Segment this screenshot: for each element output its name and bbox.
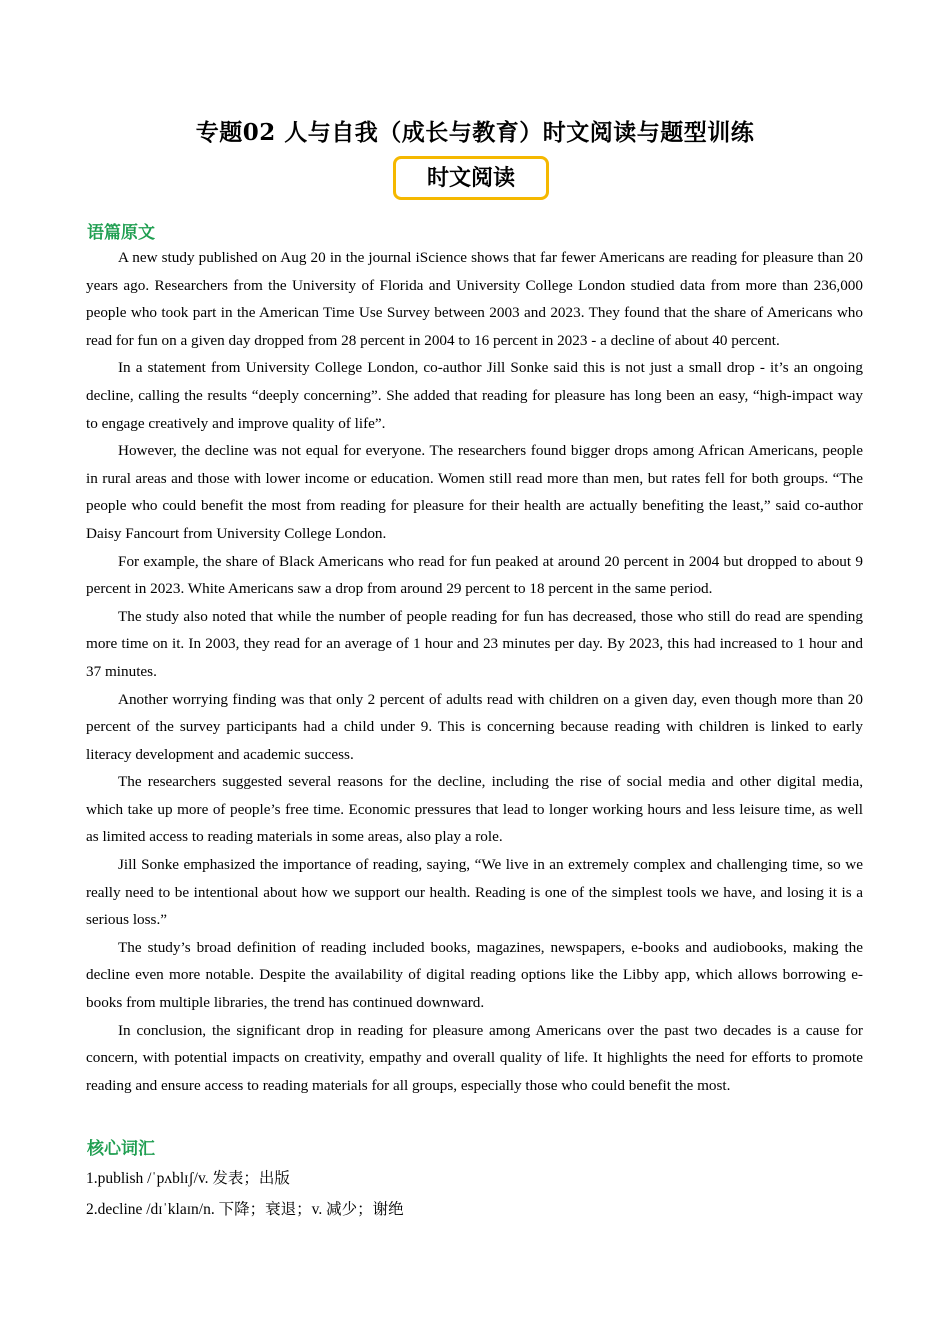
section-badge: 时文阅读: [393, 156, 549, 200]
vocab-item: 2.decline /dɪˈklaɪn/n. 下降；衰退；v. 减少；谢绝: [86, 1201, 404, 1218]
article-paragraph: In a statement from University College London, co-author Jill Sonke said this is not just a small drop - it’s an ongoing decline, calling the results “deeply concerning”. She added that reading for pleasure has long been an easy, “high-impact way to engage creatively and improve quality of life”.: [86, 359, 863, 432]
article-paragraph: Another worrying finding was that only 2 percent of adults read with children on a given day, even though more than 20 percent of the survey participants had a child under 9. This is concerning because reading with children is linked to early literacy development and academic success.: [86, 690, 863, 763]
article-paragraph: For example, the share of Black Americans who read for fun peaked at around 20 percent in 2004 but dropped to about 9 percent in 2023. White Americans saw a drop from around 29 percent to 18 percent in the same period.: [86, 552, 863, 598]
vocab-heading: 核心词汇: [87, 1139, 155, 1159]
article-paragraph: The study’s broad definition of reading included books, magazines, newspapers, e-books and audiobooks, making the decline even more notable. Despite the availability of digital reading options like the Libby app, which allows borrowing e-books from multiple libraries, the trend has continued downward.: [86, 938, 863, 1012]
vocab-item: 1.publish /ˈpʌblɪʃ/v. 发表；出版: [86, 1170, 290, 1187]
article-paragraph: However, the decline was not equal for everyone. The researchers found bigger drops among African Americans, people in rural areas and those with lower income or education. Women still read more than men, but rates fell for both groups. “The people who could benefit the most from reading for pleasure for their health are actually benefiting the least,” said co-author Daisy Fancourt from University College London.: [86, 442, 863, 542]
article-paragraph: A new study published on Aug 20 in the journal iScience shows that far fewer Americans are reading for pleasure than 20 years ago. Researchers from the University of Florida and University College London studied data from more than 236,000 people who took part in the American Time Use Survey between 2003 and 2023. They found that the share of Americans who read for fun on a given day dropped from 28 percent in 2004 to 16 percent in 2023 - a decline of about 40 percent.: [86, 249, 863, 349]
article-paragraph: In conclusion, the significant drop in reading for pleasure among Americans over the past two decades is a cause for concern, with potential impacts on creativity, empathy and overall quality of life. It highlights the need for efforts to promote reading and ensure access to reading materials for all groups, especially those who could benefit the most.: [86, 1021, 863, 1094]
article-paragraph: The study also noted that while the number of people reading for fun has decreased, those who still do read are spending more time on it. In 2003, they read for an average of 1 hour and 23 minutes per day. By 2023, this had increased to 1 hour and 37 minutes.: [86, 607, 863, 680]
article-paragraph: The researchers suggested several reasons for the decline, including the rise of social media and other digital media, which take up more of people’s free time. Economic pressures that lead to longer working hours and less leisure time, as well as limited access to reading materials in some areas, also play a role.: [86, 773, 863, 846]
original-text-heading: 语篇原文: [87, 223, 155, 243]
article-paragraph: Jill Sonke emphasized the importance of reading, saying, “We live in an extremely complex and challenging time, so we really need to be intentional about how we support our health. Reading is one of the simplest tools we have, and losing it is a serious loss.”: [86, 856, 863, 929]
document-title: 专题02 人与自我（成长与教育）时文阅读与题型训练: [195, 119, 755, 146]
article-body: [86, 244, 863, 1099]
